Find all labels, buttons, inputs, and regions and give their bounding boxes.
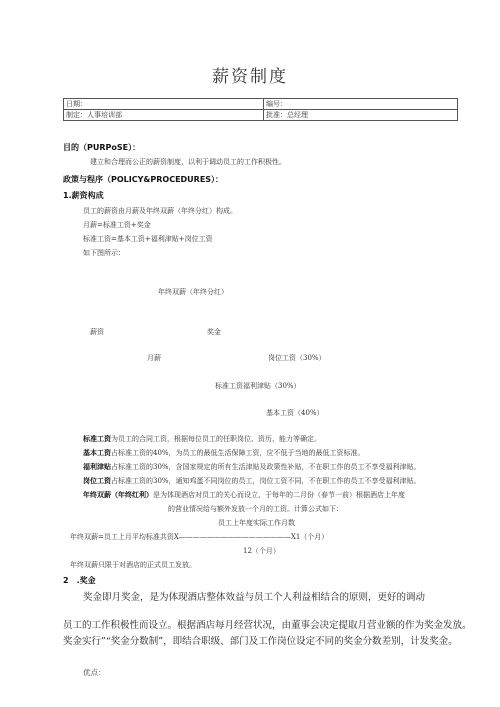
definition-row: [83, 434, 321, 444]
year-end-note: 年终双薪只限于对酒店的正式员工发放。: [70, 561, 196, 569]
definition-term: 基本工资: [83, 449, 111, 457]
section2-para: 奖金即月奖金，是为体现酒店整体效益与员工个人利益相结合的原则，更好的调动: [83, 592, 426, 603]
section1-line: 如下图所示：: [83, 249, 125, 257]
definition-term: 年终双薪（年终红利）: [83, 491, 153, 499]
definition-text: 是为体现酒店对员工的关心而设立，于每年的二月份（春节一前）根据酒店上年度: [153, 491, 405, 499]
diagram-year-end: 年终双薪（年终分红）: [158, 288, 228, 296]
section2-heading: 2 .奖金: [63, 576, 96, 585]
purpose-heading: 目的（PURPoSE）：: [63, 143, 141, 152]
diagram-position: 岗位工资（30%）: [268, 354, 326, 362]
definition-text: 为员工的合同工资，根据每位员工的任职岗位、资历、能力等确定。: [111, 435, 321, 443]
page-title: 薪资制度: [212, 67, 288, 87]
number-cell: 编号：: [264, 99, 458, 110]
definition-row: [83, 490, 405, 500]
section1-line: 标准工资=基本工资+福利津贴+岗位工资: [83, 235, 213, 243]
definition-term: 岗位工资: [83, 477, 111, 485]
definition-term: 标准工资: [83, 435, 111, 443]
formula-numerator: 员工上年度实际工作月数: [218, 519, 295, 527]
definition-row: [83, 448, 365, 458]
formula-lhs: 年终双薪=员工上月平均标准共资X————————————————X1（个月）: [70, 533, 329, 541]
advantages-label: 优点：: [83, 668, 106, 677]
approver-cell: 批准：总经理: [264, 110, 458, 121]
formula-denominator: 12（个月）: [243, 547, 280, 555]
diagram-standard-welfare: 标准工资福利津贴（30%）: [215, 382, 301, 390]
definition-text: 占标准工资的40%，为员工的最低生活保障工资，应不低于当地的最低工资标准。: [111, 449, 365, 457]
definition-row: [83, 462, 421, 472]
year-end-cont: 的营业情况给与额外发放一个月的工资。计算公式如下：: [168, 505, 343, 513]
definition-text: 占标准工资的30%，含国家规定的所有生活津贴及政策性补贴，不在职工作的员工不享受福利津贴。: [111, 463, 421, 471]
maker-cell: 制定：人事培训部: [64, 110, 264, 121]
section1-line: 月薪=标准工资+奖金: [83, 221, 151, 229]
meta-table: [63, 98, 458, 121]
diagram-basic: 基本工资（40%）: [266, 409, 324, 417]
diagram-salary: 薪资: [90, 328, 104, 336]
purpose-text: 建立和合理而公正的薪资制度，以利于调动员工的工作积极性。: [90, 158, 286, 166]
section1-line: 员工的薪资由月薪及年终双薪（年终分红）构成。: [83, 207, 237, 215]
section2-para: 员工的工作积极性而设立。根据酒店每月经营状况，由董事会决定提取月营业额的作为奖金发放。: [63, 620, 472, 631]
definition-row: [83, 476, 421, 486]
diagram-bonus: 奖金: [207, 328, 221, 336]
definition-text: 占标准工资的30%，通知鸡蛋不同岗位的员工，岗位工资不同，不在职工作的员工不享受福利津贴。: [111, 477, 421, 485]
section2-para: 奖金实行”“奖金分数制”，即结合职级、部门及工作岗位设定不同的奖金分数差别，计发奖金。: [63, 636, 458, 647]
policy-heading: 政策与程序（POLICY&PROCEDURES）：: [63, 175, 224, 184]
section1-heading: 1.薪资构成: [63, 191, 104, 200]
diagram-monthly: 月薪: [147, 354, 161, 362]
date-cell: 日期：: [64, 99, 264, 110]
definition-term: 福利津贴: [83, 463, 111, 471]
